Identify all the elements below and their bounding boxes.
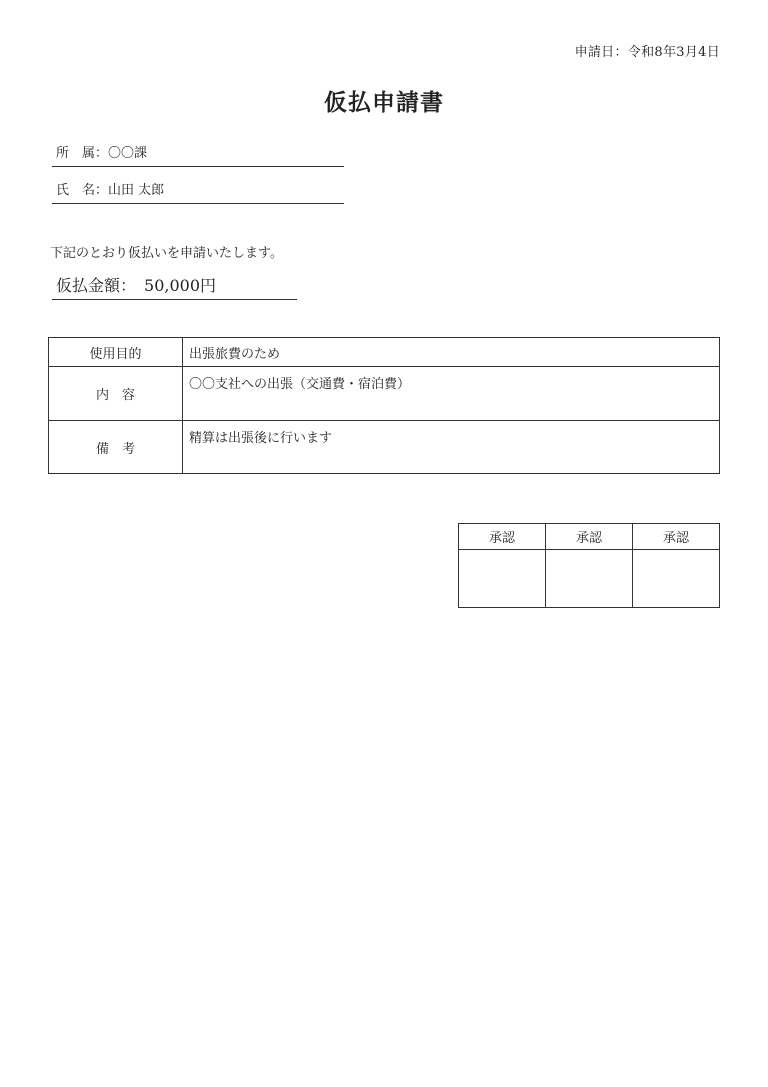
amount-label: 仮払金額： [56,276,137,295]
approval-stamp-box [546,550,633,608]
application-date: 申請日：令和8年3月4日 [574,45,720,60]
purpose-label: 使用目的 [49,338,183,367]
approval-header: 承認 [633,524,720,550]
purpose-value: 出張旅費のため [183,338,720,367]
approval-table [458,523,720,608]
name-label: 氏 名： [56,183,109,198]
approval-stamp-box [633,550,720,608]
amount-value: 50,000円 [144,276,217,295]
document-title: 仮払申請書 [324,89,444,116]
details-table [48,337,720,474]
content-label: 内 容 [49,367,183,421]
department-value: 〇〇課 [108,146,148,161]
department-field [52,143,344,167]
table-row [49,367,720,421]
name-value: 山田 太郎 [108,183,165,198]
approval-header-row [459,524,720,550]
name-field [52,180,344,204]
content-value: 〇〇支社への出張（交通費・宿泊費） [183,367,720,421]
remarks-value: 精算は出張後に行います [183,421,720,474]
approval-stamp-box [459,550,546,608]
approval-header: 承認 [459,524,546,550]
approval-header: 承認 [546,524,633,550]
table-row [49,421,720,474]
amount-field [52,273,297,300]
approval-stamp-row [459,550,720,608]
intro-text: 下記のとおり仮払いを申請いたします。 [50,246,283,261]
remarks-label: 備 考 [49,421,183,474]
department-label: 所 属： [56,146,109,161]
table-row [49,338,720,367]
